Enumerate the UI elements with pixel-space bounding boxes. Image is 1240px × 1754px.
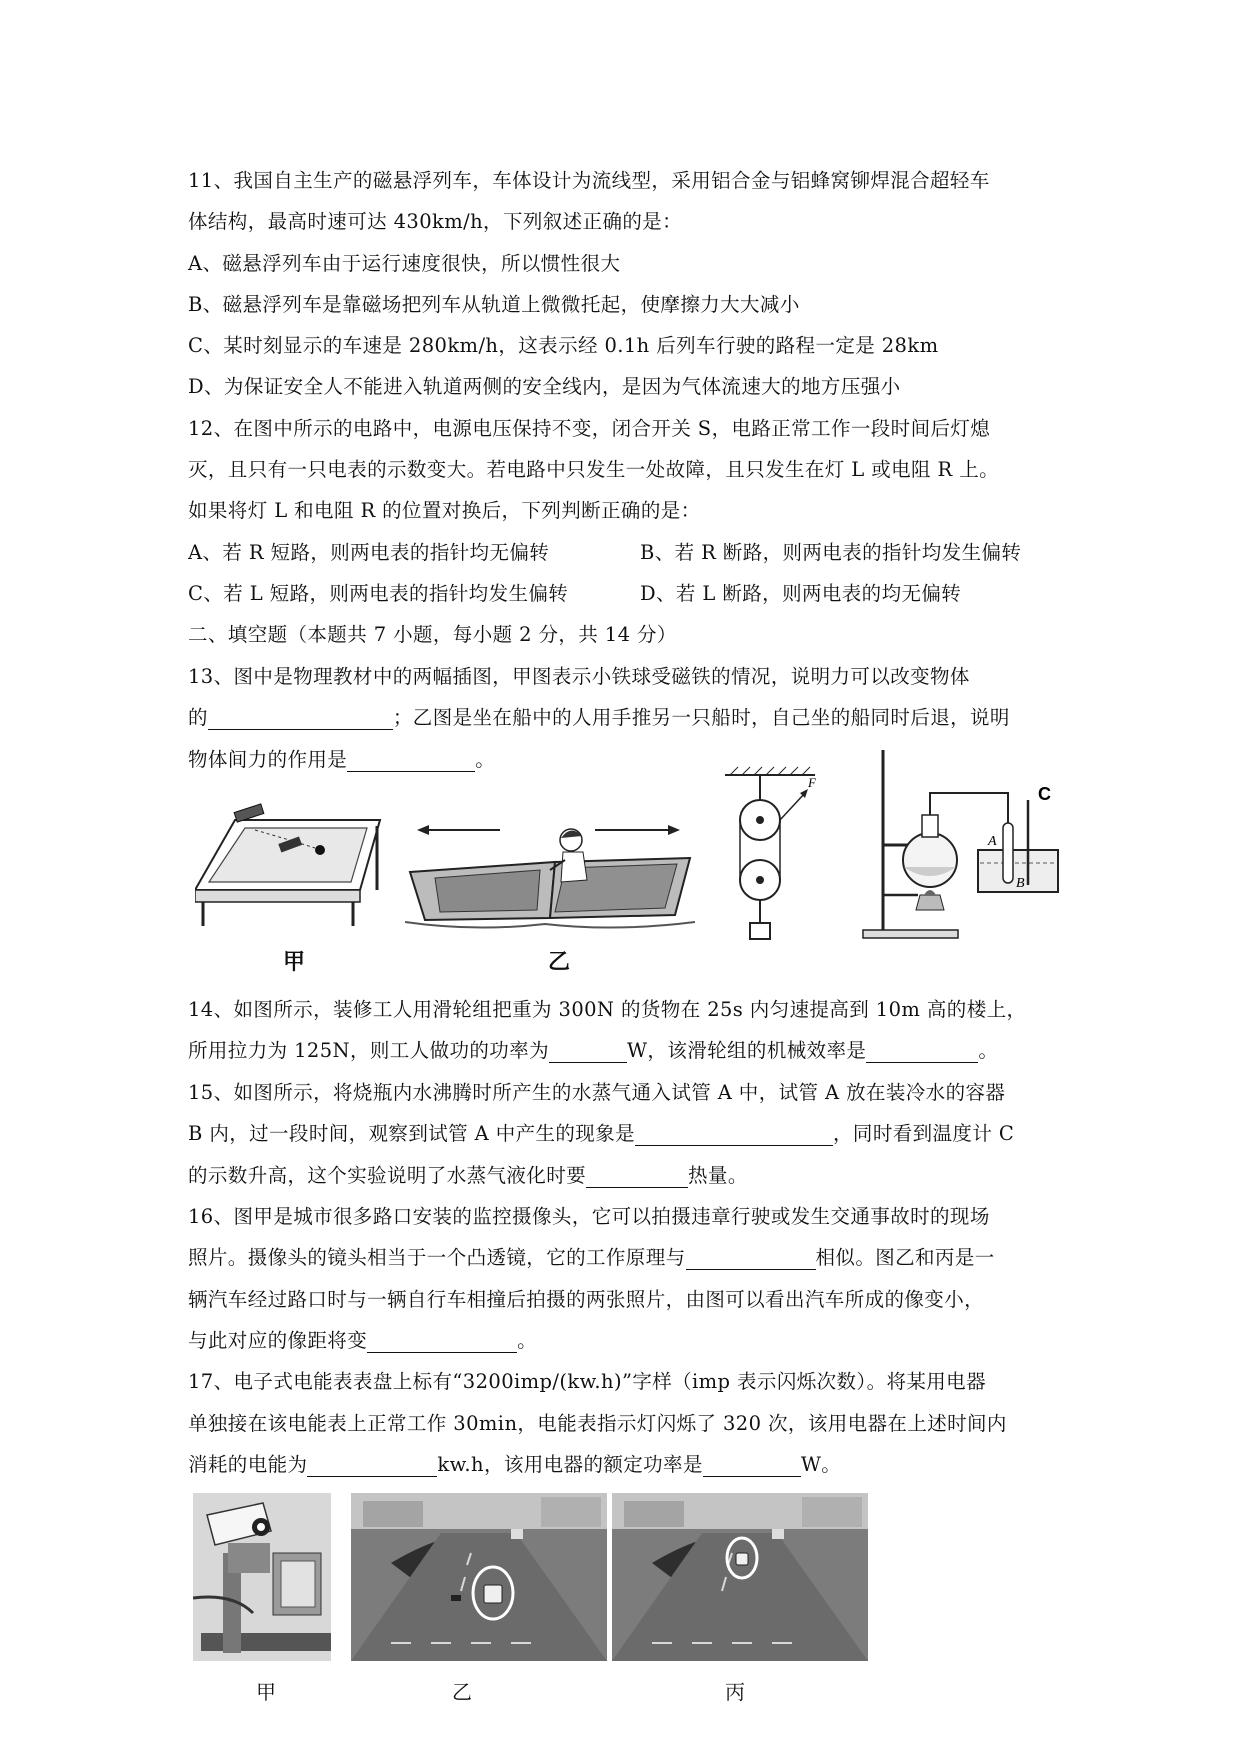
q12-option-a: A、若 R 短路，则两电表的指针均无偏转 <box>188 541 550 564</box>
q16-text: 。 <box>517 1329 538 1352</box>
q14-blank-efficiency[interactable] <box>866 1041 978 1063</box>
q17-line2: 单独接在该电能表上正常工作 30min，电能表指示灯闪烁了 320 次，该用电器在上述时间内 <box>188 1412 1007 1435</box>
q17-line1: 17、电子式电能表表盘上标有“3200imp/(kw.h)”字样（imp 表示闪烁次数）。将某用电器 <box>188 1370 986 1393</box>
q14-line2 <box>188 1035 998 1063</box>
q13-text: 。 <box>475 748 496 771</box>
q12-option-d: D、若 L 断路，则两电表的均无偏转 <box>640 582 962 605</box>
tube-label-a: A <box>988 834 997 849</box>
q15-text: ，同时看到温度计 C <box>833 1122 1015 1145</box>
q14-blank-power[interactable] <box>549 1041 627 1063</box>
q13-line1: 13、图中是物理教材中的两幅插图，甲图表示小铁球受磁铁的情况，说明力可以改变物体 <box>188 665 970 688</box>
boats-figure <box>405 800 695 932</box>
figure-caption-jia: 甲 <box>283 950 306 975</box>
section-heading: 二、填空题（本题共 7 小题，每小题 2 分，共 14 分） <box>188 623 677 646</box>
q15-blank-heat[interactable] <box>586 1166 688 1188</box>
q13-text: ；乙图是坐在船中的人用手推另一只船时，自己坐的船同时后退，说明 <box>392 706 1010 729</box>
q12-stem-line2: 灭，且只有一只电表的示数变大。若电路中只发生一处故障，且只发生在灯 L 或电阻 R 上。 <box>188 458 1000 481</box>
pulley-figure <box>720 765 820 945</box>
q17-line3 <box>188 1449 841 1477</box>
container-label-b: B <box>1016 876 1025 891</box>
q11-option-a: A、磁悬浮列车由于运行速度很快，所以惯性很大 <box>188 252 621 275</box>
q17-text: 消耗的电能为 <box>188 1453 308 1476</box>
q16-line4 <box>188 1325 537 1353</box>
q13-line2 <box>188 702 1010 730</box>
thermometer-label-c: C <box>1038 784 1051 804</box>
magnet-table-figure <box>195 800 385 928</box>
figure2-caption-yi: 乙 <box>452 1680 472 1704</box>
q14-text: 。 <box>978 1039 999 1062</box>
q16-blank-distance[interactable] <box>367 1331 517 1353</box>
q12-stem-line1: 12、在图中所示的电路中，电源电压保持不变，闭合开关 S，电路正常工作一段时间后灯熄 <box>188 417 991 440</box>
q11-option-b: B、磁悬浮列车是靠磁场把列车从轨道上微微托起，使摩擦力大大减小 <box>188 293 800 316</box>
q13-text: 的 <box>188 706 208 729</box>
q15-line3 <box>188 1160 748 1188</box>
figure2-caption-bing: 丙 <box>725 1680 745 1704</box>
q16-text: 与此对应的像距将变 <box>188 1329 368 1352</box>
q17-text: W。 <box>800 1453 842 1476</box>
q16-blank-device[interactable] <box>686 1248 816 1270</box>
distillation-figure <box>858 745 1068 940</box>
q13-blank-2[interactable] <box>347 750 475 772</box>
q11-stem-line2: 体结构，最高时速可达 430km/h，下列叙述正确的是： <box>188 210 683 233</box>
pulley-force-label: F <box>808 775 816 790</box>
q17-text: kw.h，该用电器的额定功率是 <box>437 1453 703 1476</box>
q11-option-d: D、为保证安全人不能进入轨道两侧的安全线内，是因为气体流速大的地方压强小 <box>188 375 901 398</box>
q16-line3: 辆汽车经过路口时与一辆自行车相撞后拍摄的两张照片，由图可以看出汽车所成的像变小， <box>188 1288 985 1311</box>
road-photo-after <box>612 1493 868 1661</box>
figure2-caption-jia: 甲 <box>256 1680 276 1704</box>
q15-text: B 内，过一段时间，观察到试管 A 中产生的现象是 <box>188 1122 636 1145</box>
q13-line3 <box>188 744 495 772</box>
road-photo-before <box>351 1493 607 1661</box>
q15-text: 热量。 <box>688 1164 748 1187</box>
q16-line2 <box>188 1242 995 1270</box>
figure-caption-yi: 乙 <box>548 950 571 975</box>
q15-line2 <box>188 1118 1014 1146</box>
q15-blank-phenomenon[interactable] <box>635 1124 833 1146</box>
q16-text: 相似。图乙和丙是一 <box>815 1246 995 1269</box>
q14-line1: 14、如图所示，装修工人用滑轮组把重为 300N 的货物在 25s 内匀速提高到 10m 高的楼上， <box>188 998 1027 1021</box>
q16-line1: 16、图甲是城市很多路口安装的监控摄像头，它可以拍摄违章行驶或发生交通事故时的现场 <box>188 1205 990 1228</box>
q17-blank-power[interactable] <box>703 1455 801 1477</box>
q13-text: 物体间力的作用是 <box>188 748 348 771</box>
q14-text: W，该滑轮组的机械效率是 <box>626 1039 867 1062</box>
q12-option-c: C、若 L 短路，则两电表的指针均发生偏转 <box>188 582 569 605</box>
q12-option-b: B、若 R 断路，则两电表的指针均发生偏转 <box>640 541 1022 564</box>
q12-stem-line3: 如果将灯 L 和电阻 R 的位置对换后，下列判断正确的是： <box>188 499 701 522</box>
q15-text: 的示数升高，这个实验说明了水蒸气液化时要 <box>188 1164 587 1187</box>
q11-option-c: C、某时刻显示的车速是 280km/h，这表示经 0.1h 后列车行驶的路程一定是 28km <box>188 334 939 357</box>
q13-blank-1[interactable] <box>208 708 393 730</box>
q11-stem-line1: 11、我国自主生产的磁悬浮列车，车体设计为流线型，采用铝合金与铝蜂窝铆焊混合超轻车 <box>188 169 990 192</box>
camera-photo <box>193 1493 331 1661</box>
q15-line1: 15、如图所示，将烧瓶内水沸腾时所产生的水蒸气通入试管 A 中，试管 A 放在装冷水的容器 <box>188 1081 1006 1104</box>
q17-blank-energy[interactable] <box>307 1455 437 1477</box>
q14-text: 所用拉力为 125N，则工人做功的功率为 <box>188 1039 549 1062</box>
q16-text: 照片。摄像头的镜头相当于一个凸透镜，它的工作原理与 <box>188 1246 686 1269</box>
